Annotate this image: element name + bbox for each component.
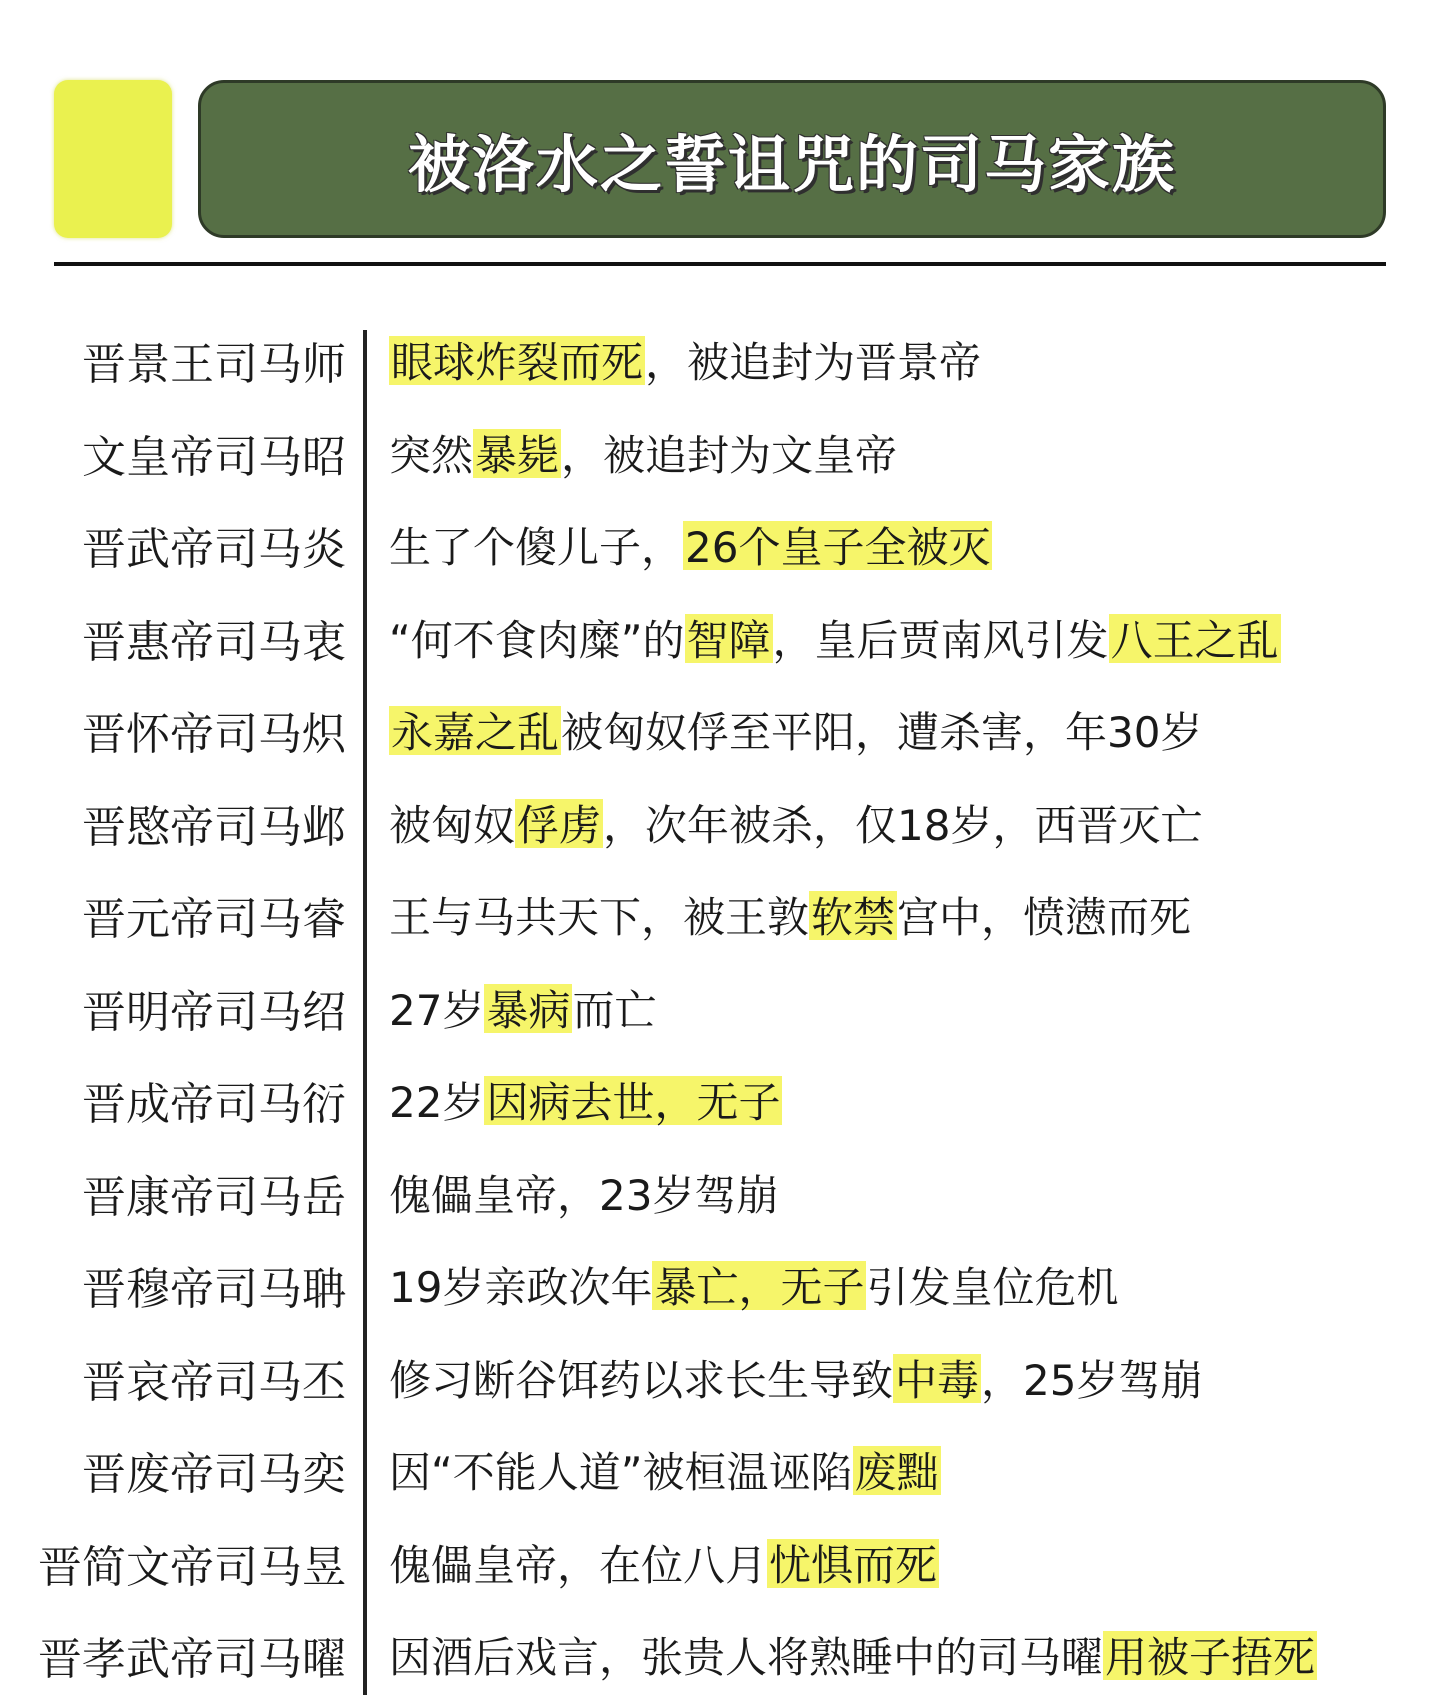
list-item bbox=[0, 869, 1440, 962]
list-item bbox=[0, 1332, 1440, 1425]
highlighted-text: 软禁 bbox=[809, 885, 897, 945]
emperor-name: 文皇帝司马昭 bbox=[82, 431, 346, 483]
emperor-fate bbox=[389, 1054, 782, 1147]
list-item bbox=[0, 499, 1440, 592]
fate-text: 27岁 bbox=[389, 985, 485, 1035]
fate-text: ，被追封为晋景帝 bbox=[645, 338, 982, 388]
fate-text: 被匈奴俘至平阳，遭杀害，年30岁 bbox=[561, 708, 1203, 758]
list-item bbox=[0, 684, 1440, 777]
emperor-fate bbox=[389, 869, 1191, 962]
title-banner bbox=[198, 80, 1386, 238]
accent-square bbox=[54, 80, 172, 238]
fate-text: 被匈奴 bbox=[389, 800, 516, 850]
list-item bbox=[0, 1517, 1440, 1610]
emperor-name: 晋明帝司马绍 bbox=[82, 986, 346, 1038]
fate-text: 宫中，愤懑而死 bbox=[897, 893, 1192, 943]
highlighted-text: 因病去世，无子 bbox=[484, 1070, 782, 1130]
emperor-name: 晋愍帝司马邺 bbox=[82, 801, 346, 853]
emperor-name: 晋简文帝司马昱 bbox=[38, 1541, 346, 1593]
page-title: 被洛水之誓诅咒的司马家族 bbox=[407, 127, 1176, 201]
fate-text: “何不食肉糜”的 bbox=[389, 615, 685, 665]
fate-text: 引发皇位危机 bbox=[866, 1263, 1119, 1313]
list-item bbox=[0, 1147, 1440, 1240]
fate-text: 19岁亲政次年 bbox=[389, 1263, 653, 1313]
highlighted-text: 眼球炸裂而死 bbox=[389, 330, 645, 390]
highlighted-text: 中毒 bbox=[893, 1348, 981, 1408]
fate-text: ，25岁驾崩 bbox=[981, 1355, 1203, 1405]
emperor-name: 晋惠帝司马衷 bbox=[82, 616, 346, 668]
emperor-fate bbox=[389, 1239, 1118, 1332]
emperor-name: 晋武帝司马炎 bbox=[82, 524, 346, 576]
emperor-fate bbox=[389, 407, 897, 500]
fate-text: 王与马共天下，被王敦 bbox=[389, 893, 810, 943]
list-item bbox=[0, 314, 1440, 407]
highlighted-text: 忧惧而死 bbox=[767, 1533, 939, 1593]
highlighted-text: 智障 bbox=[685, 608, 773, 668]
emperor-list bbox=[0, 314, 1440, 1702]
fate-text: ，皇后贾南风引发 bbox=[772, 615, 1109, 665]
list-item bbox=[0, 777, 1440, 870]
list-item bbox=[0, 592, 1440, 685]
emperor-name: 晋怀帝司马炽 bbox=[82, 709, 346, 761]
fate-text: ，被追封为文皇帝 bbox=[561, 430, 898, 480]
emperor-fate bbox=[389, 684, 1202, 777]
emperor-name: 晋元帝司马睿 bbox=[82, 894, 346, 946]
highlighted-text: 暴亡，无子 bbox=[652, 1255, 866, 1315]
emperor-fate bbox=[389, 592, 1281, 685]
emperor-fate bbox=[389, 1147, 778, 1240]
emperor-fate bbox=[389, 1424, 941, 1517]
emperor-fate bbox=[389, 314, 981, 407]
list-item bbox=[0, 1424, 1440, 1517]
list-item bbox=[0, 1054, 1440, 1147]
highlighted-text: 暴毙 bbox=[473, 423, 561, 483]
fate-text: 22岁 bbox=[389, 1078, 485, 1128]
highlighted-text: 暴病 bbox=[484, 978, 572, 1038]
fate-text: 傀儡皇帝，23岁驾崩 bbox=[389, 1170, 779, 1220]
emperor-fate bbox=[389, 1517, 939, 1610]
fate-text: 而亡 bbox=[572, 985, 657, 1035]
emperor-name: 晋废帝司马奕 bbox=[82, 1449, 346, 1501]
emperor-fate bbox=[389, 499, 992, 592]
emperor-name: 晋哀帝司马丕 bbox=[82, 1356, 346, 1408]
fate-text: 因“不能人道”被桓温诬陷 bbox=[389, 1448, 853, 1498]
highlighted-text: 废黜 bbox=[853, 1440, 941, 1500]
emperor-fate bbox=[389, 777, 1202, 870]
list-item bbox=[0, 962, 1440, 1055]
list-item bbox=[0, 407, 1440, 500]
highlighted-text: 用被子捂死 bbox=[1103, 1625, 1317, 1685]
emperor-fate bbox=[389, 962, 656, 1055]
fate-text: 修习断谷饵药以求长生导致 bbox=[389, 1355, 894, 1405]
emperor-name: 晋孝武帝司马曜 bbox=[38, 1634, 346, 1686]
list-item bbox=[0, 1239, 1440, 1332]
highlighted-text: 26个皇子全被灭 bbox=[683, 515, 992, 575]
emperor-name: 晋康帝司马岳 bbox=[82, 1171, 346, 1223]
emperor-name: 晋景王司马师 bbox=[82, 339, 346, 391]
highlighted-text: 永嘉之乱 bbox=[389, 700, 561, 760]
fate-text: 突然 bbox=[389, 430, 474, 480]
fate-text: 生了个傻儿子， bbox=[389, 523, 684, 573]
fate-text: 因酒后戏言，张贵人将熟睡中的司马曜 bbox=[389, 1633, 1104, 1683]
fate-text: ，次年被杀，仅18岁，西晋灭亡 bbox=[603, 800, 1203, 850]
emperor-name: 晋穆帝司马聃 bbox=[82, 1264, 346, 1316]
highlighted-text: 八王之乱 bbox=[1109, 608, 1281, 668]
highlighted-text: 俘虏 bbox=[515, 793, 603, 853]
emperor-fate bbox=[389, 1609, 1317, 1702]
fate-text: 傀儡皇帝，在位八月 bbox=[389, 1540, 768, 1590]
emperor-name: 晋成帝司马衍 bbox=[82, 1079, 346, 1131]
emperor-fate bbox=[389, 1332, 1202, 1425]
list-item bbox=[0, 1609, 1440, 1702]
title-divider bbox=[54, 262, 1386, 266]
